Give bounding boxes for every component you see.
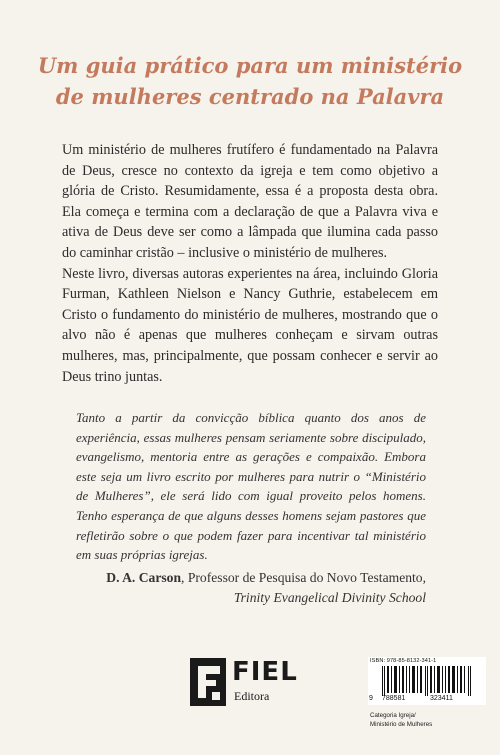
back-cover-headline bbox=[20, 50, 480, 112]
barcode-digits-left: 788581 bbox=[382, 695, 406, 702]
endorsement-attribution bbox=[76, 568, 426, 608]
isbn-number: ISBN: 978-85-8132-341-1 bbox=[370, 658, 437, 664]
fiel-logo-icon bbox=[190, 658, 226, 706]
barcode-digit-first: 9 bbox=[369, 695, 373, 702]
publisher-logo bbox=[190, 656, 320, 708]
endorser-name: D. A. Carson bbox=[106, 570, 182, 585]
publisher-subtitle: Editora bbox=[234, 689, 270, 703]
description-paragraph-2: Neste livro, diversas autoras experientes na área, incluindo Gloria Furman, Kathleen Nielson e Nancy Guthrie, estabelecem em Cristo o fundamento do ministério de mulheres, mostrando que o alvo não é apenas que mulheres conheçam e sirvam outras mulheres, mas, principalmente, que possam conhecer e servir ao Deus trino juntas. bbox=[62, 265, 438, 385]
description-paragraph-1: Um ministério de mulheres frutífero é fundamentado na Palavra de Deus, cresce no contexto da igreja e tem como objetivo a glória de Cristo. Resumidamente, essa é a proposta desta obra. Ela começa e termina com a declaração de que a Palavra viva e ativa de Deus deve ser como a lâmpada que ilumina cada passo do caminhar cristão – inclusive o ministério de mulheres. bbox=[62, 142, 438, 261]
endorser-institution: Trinity Evangelical Divinity School bbox=[233, 590, 426, 605]
isbn-barcode bbox=[368, 657, 486, 705]
endorser-role: , Professor de Pesquisa do Novo Testamento, bbox=[181, 570, 426, 585]
book-category bbox=[370, 711, 490, 729]
headline-line-2: de mulheres centrado na Palavra bbox=[55, 84, 445, 109]
barcode-digits-right: 323411 bbox=[430, 695, 453, 702]
book-description bbox=[62, 140, 438, 387]
barcode-bars bbox=[374, 666, 480, 696]
category-line-2: Ministério de Mulheres bbox=[370, 721, 433, 728]
headline-line-1: Um guia prático para um ministério bbox=[37, 53, 463, 78]
endorsement-quote: Tanto a partir da convicção bíblica quanto dos anos de experiência, essas mulheres pensam seriamente sobre discipulado, evangelismo, mentoria entre as gerações e compaixão. Embora este seja um livro escrito por mulheres para nutrir o “Ministério de Mulheres”, ele será lido com igual proveito pelos homens. Tenho esperança de que alguns desses homens sejam pastores que refletirão sobre o que podem fazer para incentivar tal ministério em suas próprias igrejas. bbox=[76, 410, 426, 563]
publisher-name: FIEL bbox=[232, 657, 298, 687]
category-line-1: Categoria Igreja/ bbox=[370, 712, 416, 719]
